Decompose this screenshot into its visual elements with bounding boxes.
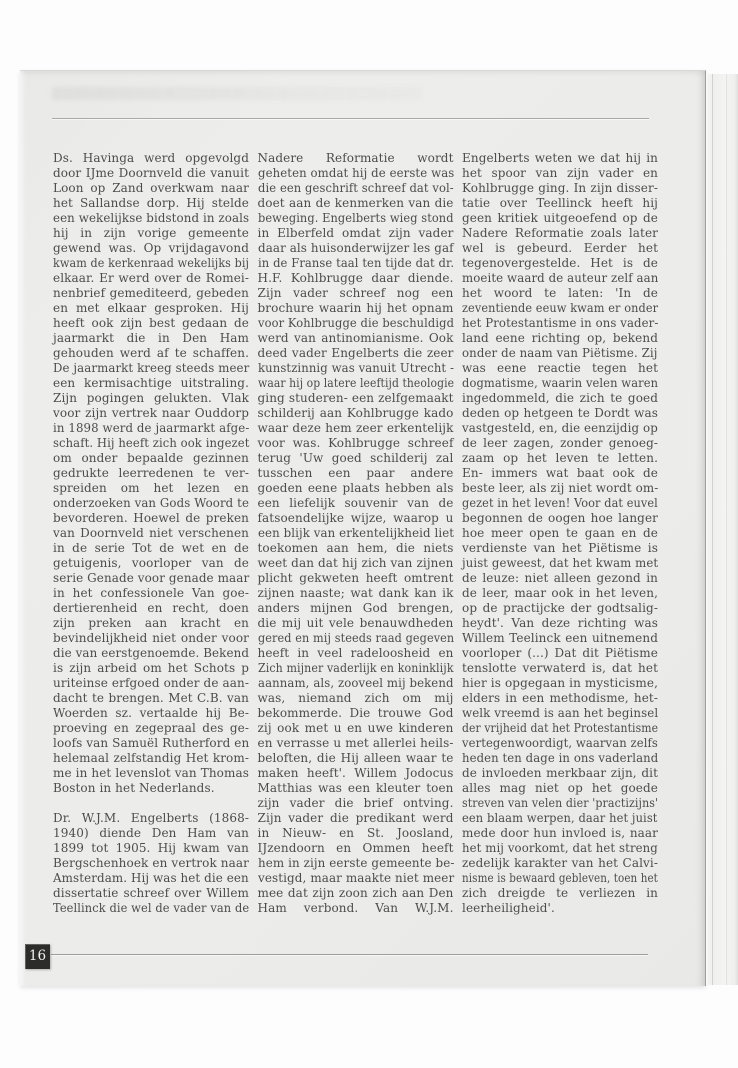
text-line: Willem Teelinck een uitnemend (462, 631, 658, 645)
page-edge-crease (712, 74, 713, 985)
text-line: die mij uit vele benauwdheden (257, 616, 454, 630)
text-line: elders in een methodisme, het- (462, 691, 658, 705)
text-line: het mij voorkomt, dat het streng (462, 841, 658, 855)
text-line: getuigenis, voorloper van de (53, 556, 249, 570)
paragraph (462, 151, 658, 916)
text-line: Zijn vader die predikant werd (257, 811, 454, 825)
text-line: een blijk van erkentelijkheid liet (257, 526, 454, 540)
page-edge-crease (726, 74, 727, 985)
text-line: juist geweest, dat het kwam met (462, 556, 659, 570)
text-line: me in het levenslot van Thomas (53, 766, 249, 780)
text-line: terug 'Uw goed schilderij zal (257, 451, 454, 465)
text-line: Engelberts weten we dat hij in (462, 151, 658, 165)
text-line: leerheiligheid'. (462, 901, 555, 915)
text-columns (53, 151, 658, 916)
text-line: die een geschrift schreef dat vol- (257, 181, 454, 195)
text-line: voor was. Kohlbrugge schreef (257, 436, 454, 450)
text-line: gezet in het leven! Voor dat euvel (462, 496, 658, 510)
text-line: Loon op Zand overkwam naar (53, 181, 249, 195)
text-line: om onder bepaalde gezinnen (53, 451, 249, 465)
text-line: dissertatie schreef over Willem (53, 886, 249, 900)
text-column-1 (53, 151, 249, 916)
text-line: plicht gekweten heeft omtrent (257, 571, 454, 585)
text-line: kunstzinnig was vanuit Utrecht - (257, 361, 454, 375)
text-line: deden op hetgeen te Dordt was (462, 406, 658, 420)
text-line: in de serie Tot de wet en de (53, 541, 249, 555)
text-line: Ds. Havinga werd opgevolgd (53, 151, 249, 165)
text-line: en met elkaar gesproken. Hij (53, 301, 249, 315)
footer-rule (51, 954, 648, 955)
text-line: beste leer, als zij niet wordt om- (462, 481, 659, 495)
text-line: 1940) diende Den Ham van (53, 826, 249, 840)
text-line: alles mag niet op het goede (462, 781, 658, 795)
header-rule (52, 118, 649, 119)
text-line: op de practijcke der godtsalig- (462, 601, 658, 615)
text-line: hij in zijn vorige gemeente (53, 226, 249, 240)
text-line: in Elberfeld omdat zijn vader (257, 226, 454, 240)
text-line: uriteinse erfgoed onder de aan- (53, 676, 249, 690)
text-line: goeden eene plaats hebben als (257, 481, 454, 495)
text-line: land eene richting op, bekend (462, 331, 658, 345)
text-line: was, niemand zich om mij (257, 691, 454, 705)
text-line: door IJme Doornveld die vanuit (53, 166, 249, 180)
text-line: tatie over Teellinck heeft hij (462, 196, 658, 210)
text-line: Zijn pogingen gelukten. Vlak (53, 391, 249, 405)
text-line: De jaarmarkt kreeg steeds meer (53, 361, 250, 375)
text-line: der vrijheid dat het Protestantisme (462, 721, 659, 735)
text-line: ingedommeld, die zich te goed (462, 391, 658, 405)
text-line: spreiden om het lezen en (53, 481, 249, 495)
paragraph (53, 151, 249, 796)
text-line: zijn vader die brief ontving. (257, 796, 454, 810)
paragraph (258, 151, 454, 916)
text-line: begonnen de oogen hoe langer (462, 511, 658, 525)
text-line: dogmatisme, waarin velen waren (462, 376, 659, 390)
text-line: werd van antinomianisme. Ook (257, 331, 454, 345)
text-line: weet dan dat hij zich van zijnen (257, 556, 454, 570)
text-column-3 (462, 151, 658, 916)
text-line: zeventiende eeuw kwam er onder (462, 301, 659, 315)
text-line: wel is gebeurd. Eerder het (462, 241, 658, 255)
text-line: heydt'. Van deze richting was (462, 616, 658, 630)
text-line: zij ook met u en uwe kinderen (257, 721, 454, 735)
text-line: proeving en zegepraal des ge- (53, 721, 249, 735)
text-line: geen kritiek uitgeoefend op de (462, 211, 658, 225)
text-line: in Nieuw- en St. Joosland, (257, 826, 454, 840)
text-line: gered en mij steeds raad gegeven (257, 631, 454, 645)
text-line: mede door hun invloed is, naar (462, 826, 658, 840)
text-line: anders mijnen God brengen, (257, 601, 454, 615)
text-line: hem in zijn eerste gemeente be- (257, 856, 454, 870)
text-line: gewend was. Op vrijdagavond (53, 241, 249, 255)
text-line: een kermisachtige uitstraling. (53, 376, 249, 390)
text-line: het woord te laten: 'In de (462, 286, 658, 300)
text-line: bekommerde. Die trouwe God (257, 706, 454, 720)
text-line: doet aan de kenmerken van die (257, 196, 454, 210)
text-line: een blaam werpen, daar het juist (462, 811, 658, 825)
text-line: Matthias was een kleuter toen (257, 781, 454, 795)
text-line: voor zijn vertrek naar Ouddorp (53, 406, 249, 420)
text-line: Zijn vader schreef nog een (257, 286, 454, 300)
text-line: het spoor van zijn vader en (462, 166, 658, 180)
text-line: gehouden werd af te schaffen. (53, 346, 249, 360)
text-line: Kohlbrugge ging. In zijn disser- (462, 181, 658, 195)
text-line: vestigd, maar maakte niet meer (257, 871, 454, 885)
text-line: in het confessionele Van goe- (53, 586, 249, 600)
text-line: heeft ook zijn best gedaan de (53, 316, 249, 330)
text-line: van Doornveld niet verschenen (53, 526, 249, 540)
text-line: hoe meer open te gaan en de (462, 526, 658, 540)
text-line: H.F. Kohlbrugge daar diende. (257, 271, 454, 285)
text-line: schilderij aan Kohlbrugge kado (257, 406, 454, 420)
page-bleedthrough (52, 87, 422, 100)
text-line: Boston in het Nederlands. (53, 781, 215, 795)
text-line: waar deze hem zeer erkentelijk (257, 421, 454, 435)
text-line: loofs van Samuël Rutherford en (53, 736, 250, 750)
text-line: Amsterdam. Hij was het die een (53, 871, 249, 885)
text-line: zich dreigde te verliezen in (462, 886, 658, 900)
text-line: een liefelijk souvenir van de (257, 496, 454, 510)
text-line: beloften, die Hij alleen waar te (257, 751, 454, 765)
text-line: mee dat zijn zoon zich aan Den (257, 886, 454, 900)
text-line: Zich mijner vaderlijk en koninklijk (257, 661, 454, 675)
text-line: dacht te brengen. Met C.B. van (53, 691, 249, 705)
text-line: ging studeren- een zelfgemaakt (257, 391, 454, 405)
text-line: nisme is bewaard gebleven, toen het (462, 871, 658, 885)
text-line: brochure waarin hij het opnam (257, 301, 454, 315)
text-line: een wekelijkse bidstond in zoals (53, 211, 250, 225)
text-line: schaft. Hij heeft zich ook ingezet (53, 436, 250, 450)
text-line: Dr. W.J.M. Engelberts (1868- (53, 811, 249, 825)
text-line: vertegenwoordigt, waarvan zelfs (462, 736, 658, 750)
text-line: helemaal zelfstandig Het krom- (53, 751, 249, 765)
text-line: de leuze: niet alleen gezond in (462, 571, 658, 585)
text-line: Ham verbond. Van W.J.M. (257, 901, 454, 915)
text-line: zaam op het leven te letten. (462, 451, 658, 465)
text-line: nenbrief gemediteerd, gebeden (53, 286, 249, 300)
text-line: in 1898 werd de jaarmarkt afge- (53, 421, 250, 435)
page-number: 16 (25, 944, 50, 969)
text-line: was eene reactie tegen het (462, 361, 658, 375)
text-line: Teellinck die wel de vader van de (53, 901, 250, 915)
text-line: onderzoeken van Gods Woord te (53, 496, 250, 510)
text-column-2 (258, 151, 454, 916)
text-line: Nadere Reformatie zoals later (462, 226, 658, 240)
text-line: geheten omdat hij de eerste was (257, 166, 454, 180)
text-line: moeite waard de auteur zelf aan (462, 271, 659, 285)
text-line: toekomen aan hem, die niets (257, 541, 454, 555)
text-line: tegenovergestelde. Het is de (462, 256, 658, 270)
text-line: voorloper (...) Dat dit Piëtisme (462, 646, 658, 660)
text-line: het Sallandse dorp. Hij stelde (53, 196, 249, 210)
text-line: hier is opgegaan in mysticisme, (462, 676, 658, 690)
text-line: jaarmarkt die in Den Ham (53, 331, 249, 345)
text-line: Bergschenhoek en vertrok naar (53, 856, 249, 870)
text-line: zedelijk karakter van het Calvi- (462, 856, 658, 870)
text-line: bevorderen. Hoewel de preken (53, 511, 249, 525)
text-line: het Protestantisme in ons vader- (462, 316, 659, 330)
text-line: maken heeft'. Willem Jodocus (257, 766, 454, 780)
text-line: Woerden sz. vertaalde hij Be- (53, 706, 249, 720)
text-line: elkaar. Er werd over de Romei- (53, 271, 249, 285)
text-line: waar hij op latere leeftijd theologie (257, 376, 454, 390)
text-line: onder de naam van Piëtisme. Zij (462, 346, 658, 360)
text-line: de invloeden merkbaar zijn, dit (462, 766, 658, 780)
text-line: verdienste van het Piëtisme is (462, 541, 658, 555)
text-line: is zijn arbeid om het Schots p (53, 661, 249, 675)
text-line: die van eerstgenoemde. Bekend (53, 646, 250, 660)
text-line: aannam, als, zooveel mij bekend (257, 676, 454, 690)
text-line: welk vreemd is aan het beginsel (462, 706, 659, 720)
text-line: zijn preken aan kracht en (53, 616, 249, 630)
text-line: bevindelijkheid niet onder voor (53, 631, 249, 645)
text-line: daar als huisonderwijzer les gaf (257, 241, 454, 255)
scanned-page (20, 70, 706, 986)
text-line: vastgesteld, en, die eenzijdig op (462, 421, 658, 435)
text-line: streven van velen dier 'practizijns' (462, 796, 659, 810)
text-line: beweging. Engelberts wieg stond (257, 211, 454, 225)
text-line: in de Franse taal ten tijde dat dr. (257, 256, 454, 270)
text-line: tenslotte verwaterd is, dat het (462, 661, 658, 675)
text-line: en verrasse u met allerlei heils- (257, 736, 454, 750)
text-line: heden ten dage in ons vaderland (462, 751, 659, 765)
page-stack-edge (706, 74, 738, 985)
text-line: de leer zagen, zonder genoeg- (462, 436, 658, 450)
text-line: de leer, maar ook in het leven, (462, 586, 658, 600)
text-line: Nadere Reformatie wordt (257, 151, 454, 165)
text-line: fatsoendelijke wijze, waarop u (257, 511, 454, 525)
text-line: dertierenheid en recht, doen (53, 601, 249, 615)
text-line: tusschen een paar andere (257, 466, 454, 480)
text-line: voor Kohlbrugge die beschuldigd (257, 316, 454, 330)
text-line: gedrukte leerredenen te ver- (53, 466, 249, 480)
paragraph (53, 811, 249, 916)
text-line: kwam de kerkenraad wekelijks bij (53, 256, 250, 270)
text-line: zijnen naaste; wat dank kan ik (257, 586, 454, 600)
text-line: heeft in veel radeloosheid en (257, 646, 454, 660)
text-line: serie Genade voor genade maar (53, 571, 250, 585)
text-line: IJzendoorn en Ommen heeft (257, 841, 454, 855)
text-line: En- immers wat baat ook de (462, 466, 658, 480)
text-line: 1899 tot 1905. Hij kwam van (53, 841, 249, 855)
text-line: deed vader Engelberts die zeer (257, 346, 454, 360)
